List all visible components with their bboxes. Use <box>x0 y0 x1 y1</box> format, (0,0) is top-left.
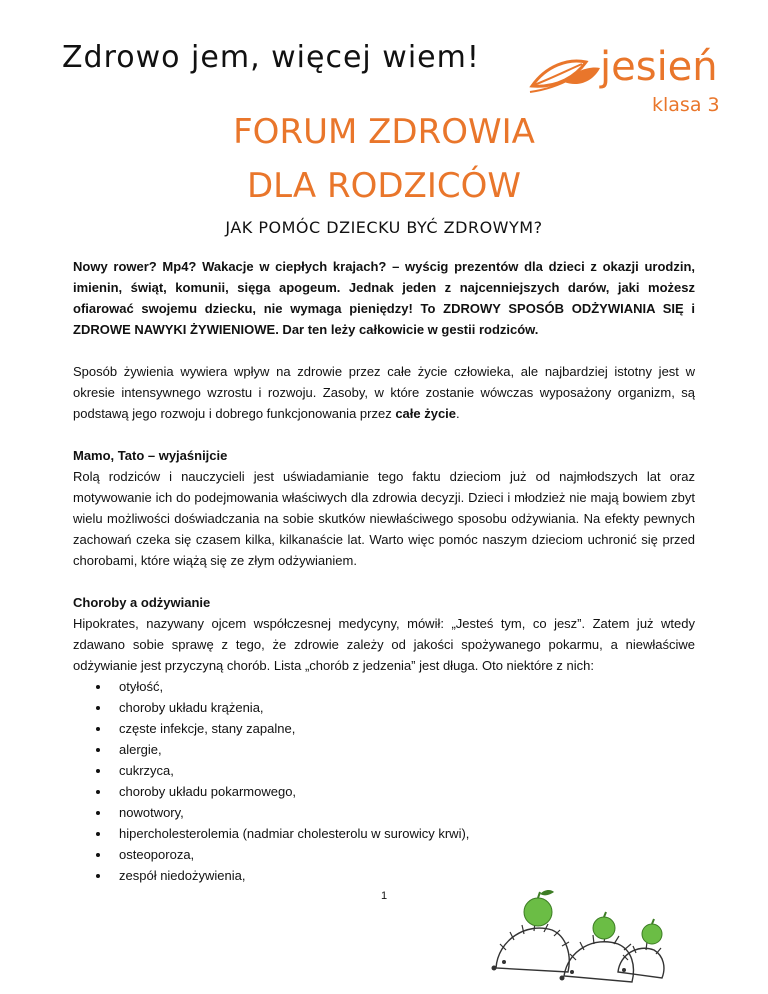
list-item: • choroby układu krążenia, <box>111 697 695 718</box>
hedgehogs-illustration-icon <box>486 860 676 990</box>
section-diseases <box>73 592 695 886</box>
list-item: • częste infekcje, stany zapalne, <box>111 718 695 739</box>
list-item: • nowotwory, <box>111 802 695 823</box>
page-subtitle: JAK POMÓC DZIECKU BYĆ ZDROWYM? <box>225 218 543 237</box>
article-body <box>73 256 695 886</box>
section-parents <box>73 445 695 571</box>
paragraph-nutrition-bold: całe życie <box>395 406 457 421</box>
list-item: • choroby układu pokarmowego, <box>111 781 695 802</box>
list-item: • otyłość, <box>111 676 695 697</box>
logo-grade: klasa 3 <box>652 94 720 116</box>
list-item: • alergie, <box>111 739 695 760</box>
section-diseases-heading: Choroby a odżywianie <box>73 595 211 610</box>
disease-list <box>73 676 695 886</box>
section-diseases-text: Hipokrates, nazywany ojcem współczesnej medycyny, mówił: „Jesteś tym, co jesz”. Zatem już wtedy zdawano sobie sprawę z tego, że zdrowie zależy od jakości spożywanego pokarmu, a niewłaściwe odżywianie jest przyczyną chorób. Lista „chorób z jedzenia” jest długa. Oto niektóre z nich: <box>73 616 695 673</box>
logo-word: jesień <box>600 44 718 90</box>
paragraph-nutrition-text: Sposób żywienia wywiera wpływ na zdrowie przez całe życie człowieka, ale najbardziej istotny jest w okresie intensywnego wzrostu i rozwoju. Zasoby, w które zostanie wówczas wyposażony organizm, są podstawą jego rozwoju i dobrego funkcjonowania przez <box>73 364 695 421</box>
section-parents-heading: Mamo, Tato – wyjaśnijcie <box>73 448 228 463</box>
list-item: • cukrzyca, <box>111 760 695 781</box>
jesien-logo <box>528 44 728 118</box>
list-item: • zespół niedożywienia, <box>111 865 695 886</box>
page-title-line1: FORUM ZDROWIA <box>233 112 535 152</box>
list-item: • hipercholesterolemia (nadmiar cholesterolu w surowicy krwi), <box>111 823 695 844</box>
list-item: • osteoporoza, <box>111 844 695 865</box>
section-parents-text: Rolą rodziców i nauczycieli jest uświadamianie tego faktu dzieciom już od najmłodszych lat oraz motywowanie ich do podejmowania właściwych dla zdrowia decyzji. Dzieci i młodzież nie mają bowiem zbyt wielu możliwości doświadczania na sobie skutków niewłaściwego sposobu odżywiania. Na efekty pewnych zachowań czeka się czasem kilka, kilkanaście lat. Warto więc pomóc naszym dzieciom uchronić się przed chorobami, które wiążą się ze złym odżywianiem. <box>73 469 695 568</box>
header-slogan: Zdrowo jem, więcej wiem! <box>62 40 480 75</box>
paragraph-nutrition-end: . <box>456 406 460 421</box>
page-number: 1 <box>380 890 388 902</box>
intro-paragraph: Nowy rower? Mp4? Wakacje w ciepłych krajach? – wyścig prezentów dla dzieci z okazji urodzin, imienin, świąt, komunii, sięga apogeum. Jednak jeden z najcenniejszych darów, jaki możesz ofiarować swojemu dziecku, nie wymaga pieniędzy! To ZDROWY SPOSÓB ODŻYWIANIA SIĘ i ZDROWE NAWYKI ŻYWIENIOWE. Dar ten leży całkowicie w gestii rodziców. <box>73 259 695 337</box>
page-title-line2: DLA RODZICÓW <box>247 166 521 206</box>
leaf-logo-icon <box>528 52 604 98</box>
paragraph-nutrition <box>73 361 695 424</box>
